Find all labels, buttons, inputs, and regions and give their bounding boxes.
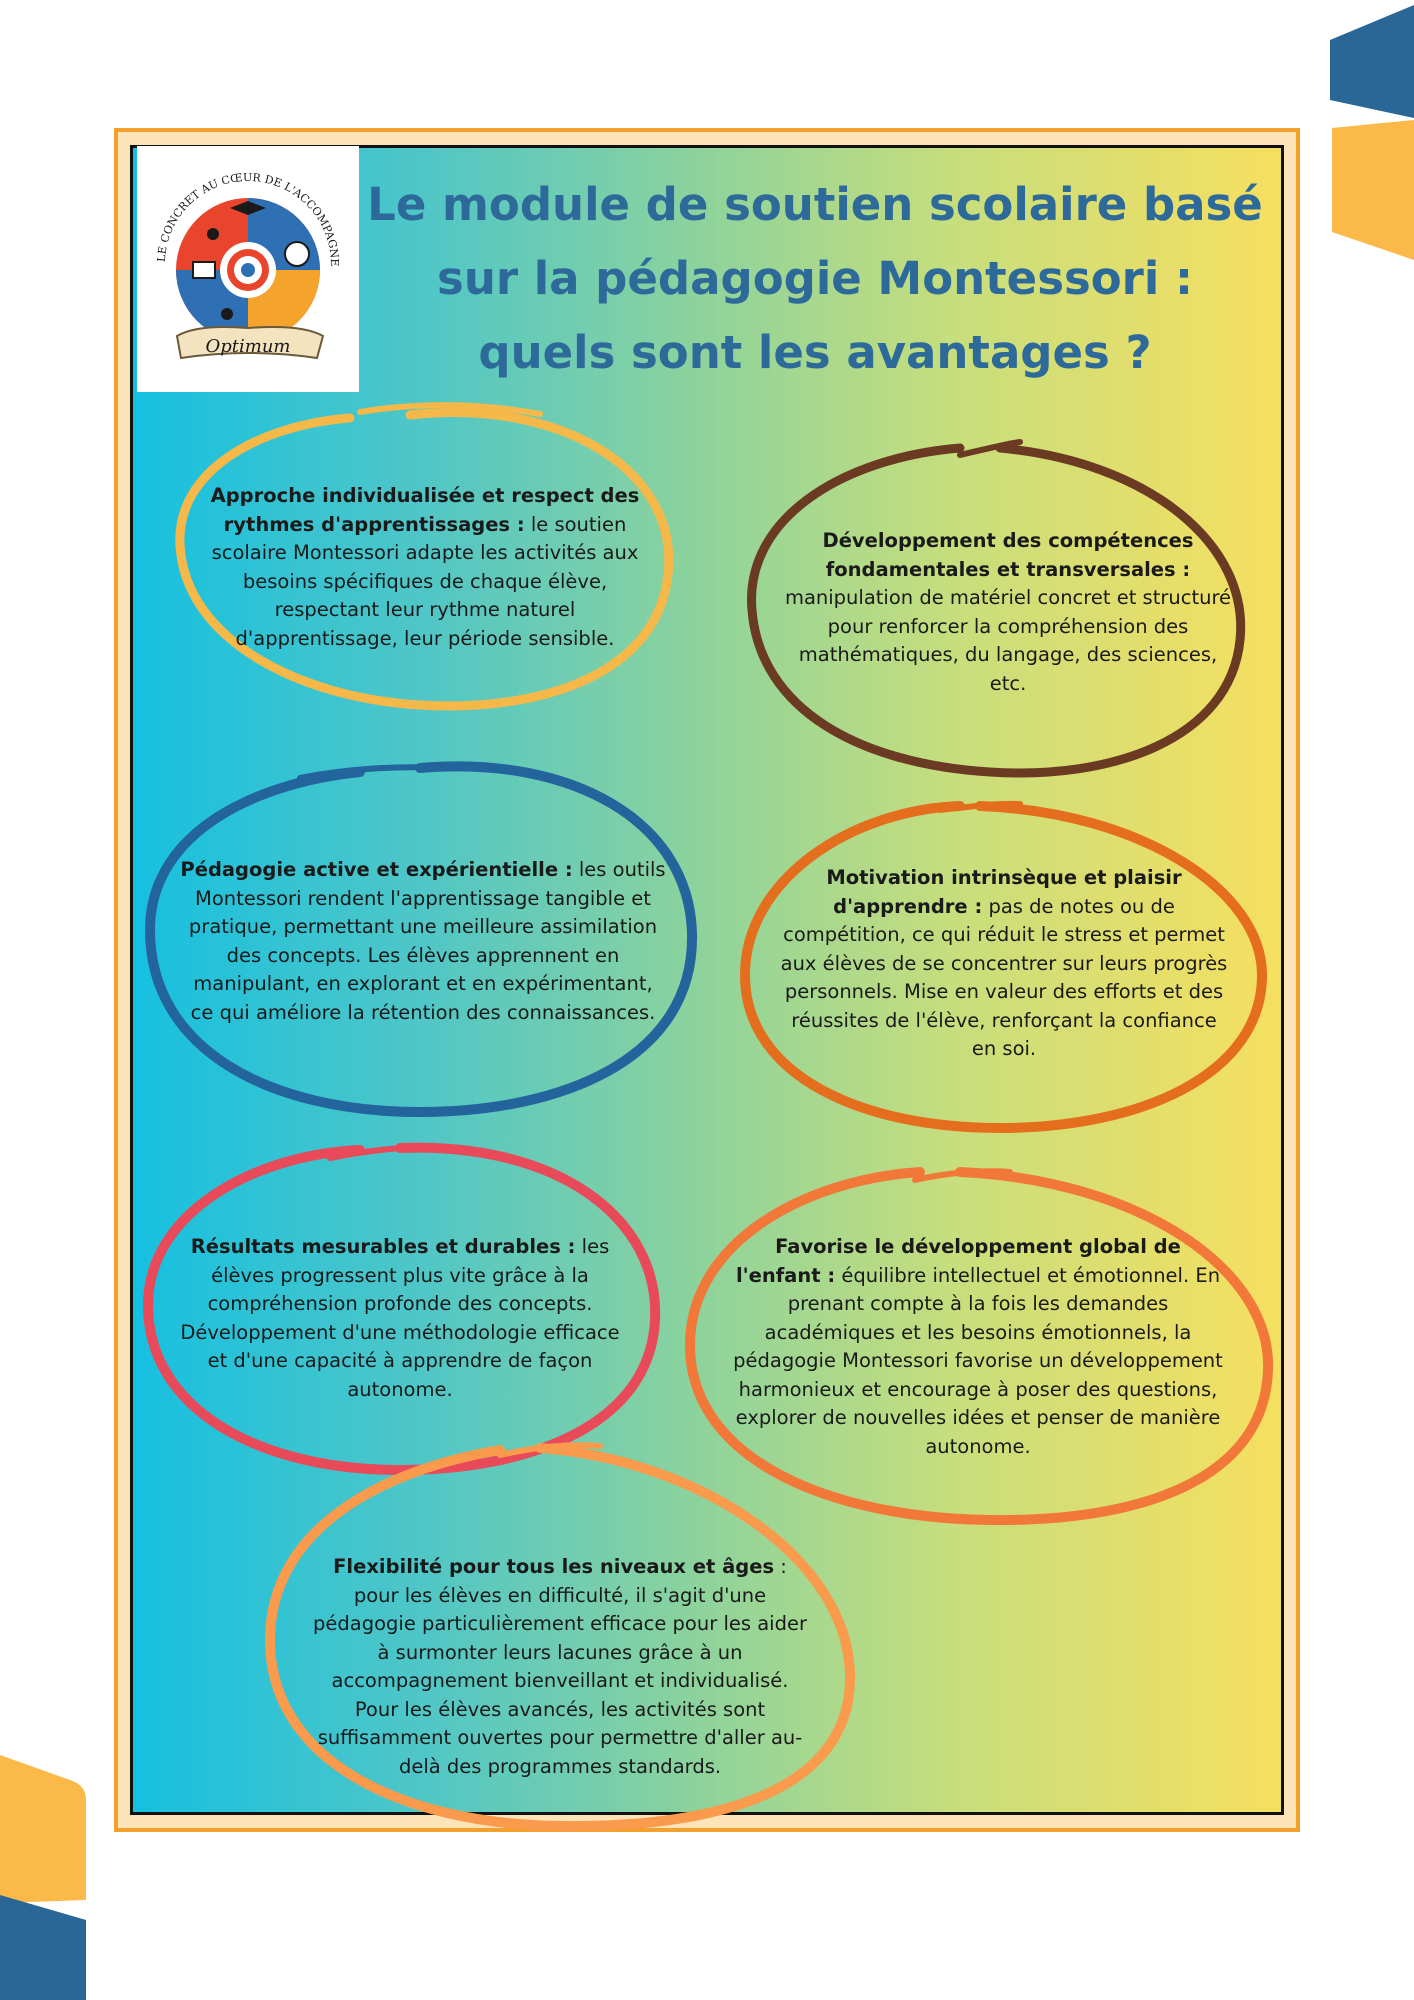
benefit-title: Approche individualisée et respect des rythmes d'apprentissages : <box>210 484 640 536</box>
benefit-results <box>170 1233 630 1404</box>
benefit-global-development <box>730 1233 1226 1461</box>
benefit-body: le soutien scolaire Montessori adapte les activités aux besoins spécifiques de chaque élève, respectant leur rythme naturel d'apprentissage, leur période sensible. <box>211 512 639 650</box>
benefit-body: manipulation de matériel concret et structuré pour renforcer la compréhension des mathématiques, du langage, des sciences, etc. <box>784 586 1232 695</box>
title-line-1: Le module de soutien scolaire basé <box>367 178 1263 231</box>
page-title <box>365 168 1265 390</box>
benefit-body: les élèves progressent plus vite grâce à la compréhension profonde des concepts. Développement d'une méthodologie efficace et d'une capacité à apprendre de façon autonome. <box>180 1235 620 1401</box>
benefit-title: Développement des compétences fondamentales et transversales : <box>822 529 1194 581</box>
logo-banner-text: Optimum <box>205 336 291 357</box>
title-line-2: sur la pédagogie Montessori : <box>437 252 1193 305</box>
logo-arc-text: LE CONCRET AU CŒUR DE L'ACCOMPAGNE <box>154 170 342 267</box>
benefit-flexibility <box>310 1553 810 1781</box>
benefit-title: Flexibilité pour tous les niveaux et âges <box>333 1555 775 1578</box>
benefit-motivation <box>776 864 1232 1064</box>
title-line-3: quels sont les avantages ? <box>478 326 1152 379</box>
corner-decoration-bottom-left <box>0 1755 90 2000</box>
optimum-logo <box>137 146 359 392</box>
benefit-individualized <box>200 482 650 653</box>
benefit-body: équilibre intellectuel et émotionnel. En prenant compte à la fois les demandes académiques et les besoins émotionnels, la pédagogie Montessori favorise un développement harmonieux et encourage à poser des questions, explorer de nouvelles idées et penser de manière autonome. <box>733 1263 1223 1458</box>
benefit-competencies <box>778 527 1238 698</box>
benefit-body: les outils Montessori rendent l'apprentissage tangible et pratique, permettant une meilleure assimilation des concepts. Les élèves apprennent en manipulant, en explorant et en expérimentant, ce qui améliore la rétention des connaissances. <box>188 858 666 1024</box>
corner-decoration-top-right <box>1320 0 1414 260</box>
benefit-body: : pour les élèves en difficulté, il s'agit d'une pédagogie particulièrement efficace pour les aider à surmonter leurs lacunes grâce à un accompagnement bienveillant et individualisé. Pour les élèves avancés, les activités sont suffisamment ouvertes pour permettre d'aller au-delà des programmes standards. <box>313 1555 807 1778</box>
benefit-title: Résultats mesurables et durables : <box>190 1235 576 1258</box>
benefit-body: pas de notes ou de compétition, ce qui réduit le stress et permet aux élèves de se concentrer sur leurs progrès personnels. Mise en valeur des efforts et des réussites de l'élève, renforçant la confiance en soi. <box>780 894 1228 1060</box>
benefit-title: Pédagogie active et expérientielle : <box>180 858 573 881</box>
benefit-active-pedagogy <box>180 856 666 1027</box>
benefit-title: Motivation intrinsèque et plaisir d'apprendre : <box>826 866 1182 918</box>
benefit-title: Favorise le développement global de l'enfant : <box>735 1235 1181 1287</box>
